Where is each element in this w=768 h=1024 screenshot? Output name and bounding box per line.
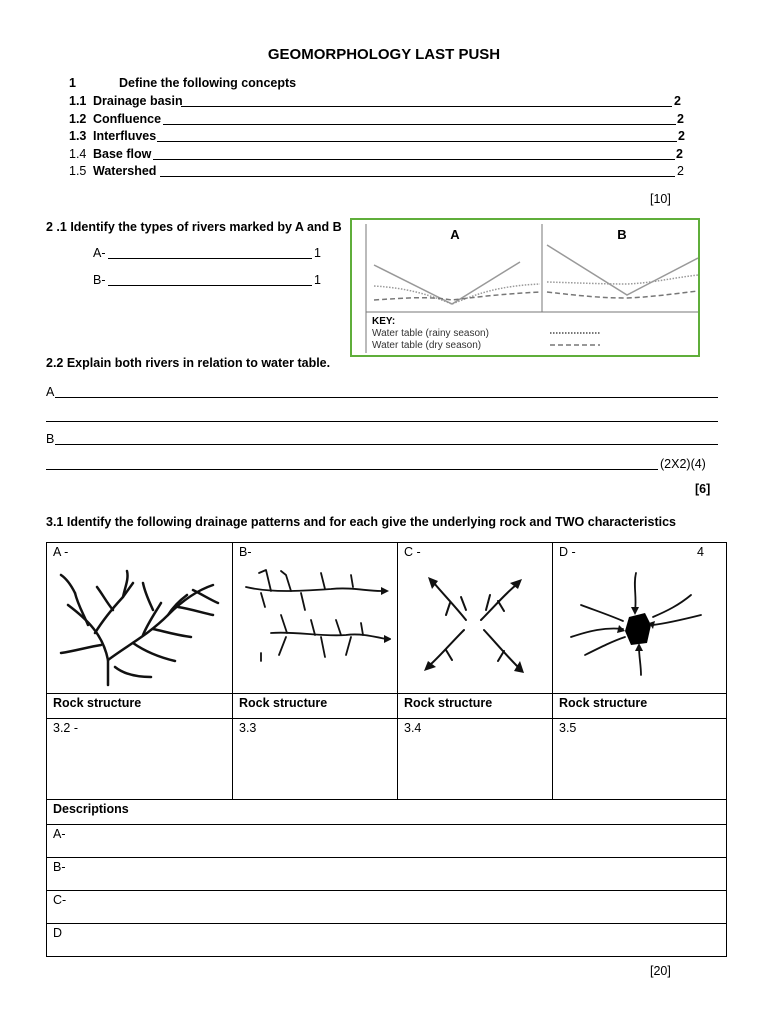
pattern-cell-d	[553, 543, 727, 694]
river-a-valley-profile	[374, 262, 520, 304]
q22-answer-line[interactable]	[46, 469, 658, 470]
description-cell[interactable]: B-	[47, 858, 727, 891]
arrow-icon	[384, 635, 391, 643]
centripetal-pattern-icon	[561, 565, 721, 690]
description-cell[interactable]: C-	[47, 891, 727, 924]
pattern-c-label: C -	[404, 545, 421, 559]
q1-heading: Define the following concepts	[119, 76, 297, 90]
q1-number: 1	[69, 76, 76, 90]
basin-center	[625, 613, 651, 645]
page-title: GEOMORPHOLOGY LAST PUSH	[267, 46, 501, 63]
river-a-dry-water-table	[374, 292, 540, 300]
key-dry-label: Water table (dry season)	[372, 340, 482, 351]
pattern-b-label: B-	[239, 545, 252, 559]
river-cross-section-diagram	[352, 220, 698, 355]
arrow-icon	[514, 661, 524, 673]
q2-heading: 2 .1 Identify the types of rivers marked by A and B	[46, 220, 342, 234]
q2-a-marks: 1	[314, 246, 321, 260]
q2-a-answer-line[interactable]	[108, 258, 312, 259]
q3-heading: 3.1 Identify the following drainage patterns and for each give the underlying rock and TWO characteristics	[46, 515, 676, 529]
river-b-label: B	[617, 227, 627, 242]
rock-answer-cell[interactable]: 3.2 -	[47, 719, 233, 800]
rock-answer-row	[47, 719, 727, 800]
pattern-cell-c	[398, 543, 553, 694]
q2-a-label: A-	[93, 246, 106, 260]
q2-total: [6]	[695, 482, 711, 496]
q1-total: [10]	[650, 192, 671, 206]
description-row	[47, 924, 727, 957]
pattern-cell-b	[233, 543, 398, 694]
pattern-cell-a	[47, 543, 233, 694]
key-title: KEY:	[372, 316, 396, 327]
q2-b-label: B-	[93, 273, 106, 287]
key-rainy-label: Water table (rainy season)	[372, 328, 489, 339]
radial-pattern-icon	[406, 565, 546, 690]
pattern-image-row	[47, 543, 727, 694]
descriptions-header-row	[47, 800, 727, 825]
q3-total: [20]	[650, 964, 671, 978]
rock-answer-cell[interactable]: 3.5	[553, 719, 727, 800]
q22-a-label: A	[46, 385, 55, 399]
river-b-valley-profile	[547, 245, 698, 295]
q2-b-marks: 1	[314, 273, 321, 287]
river-water-table-figure	[350, 218, 700, 357]
pattern-d-label: D -	[559, 545, 576, 559]
rock-structure-label: Rock structure	[553, 694, 727, 719]
rock-structure-label: Rock structure	[233, 694, 398, 719]
dendritic-pattern-icon	[53, 565, 223, 690]
pattern-a-label: A -	[53, 545, 69, 559]
river-b-rainy-water-table	[547, 275, 698, 284]
description-cell[interactable]: A-	[47, 825, 727, 858]
rock-structure-label: Rock structure	[47, 694, 233, 719]
trellis-pattern-icon	[241, 565, 391, 690]
rock-structure-row	[47, 694, 727, 719]
q22-answer-line[interactable]	[55, 444, 718, 445]
arrow-icon	[424, 661, 436, 671]
rock-answer-cell[interactable]: 3.4	[398, 719, 553, 800]
description-row	[47, 858, 727, 891]
descriptions-label: Descriptions	[47, 800, 727, 825]
description-cell[interactable]: D	[47, 924, 727, 957]
rock-answer-cell[interactable]: 3.3	[233, 719, 398, 800]
rock-structure-label: Rock structure	[398, 694, 553, 719]
description-row	[47, 825, 727, 858]
q22-answer-line[interactable]	[46, 421, 718, 422]
river-a-label: A	[450, 227, 460, 242]
q22-marks-detail: (2X2)(4)	[660, 457, 706, 471]
q22-heading: 2.2 Explain both rivers in relation to water table.	[46, 356, 331, 370]
pattern-d-marks: 4	[697, 545, 704, 559]
arrow-icon	[381, 587, 389, 595]
description-row	[47, 891, 727, 924]
q22-answer-line[interactable]	[55, 397, 718, 398]
drainage-pattern-table	[46, 542, 727, 957]
q2-b-answer-line[interactable]	[108, 285, 312, 286]
arrow-icon	[631, 607, 639, 615]
q22-b-label: B	[46, 432, 55, 446]
